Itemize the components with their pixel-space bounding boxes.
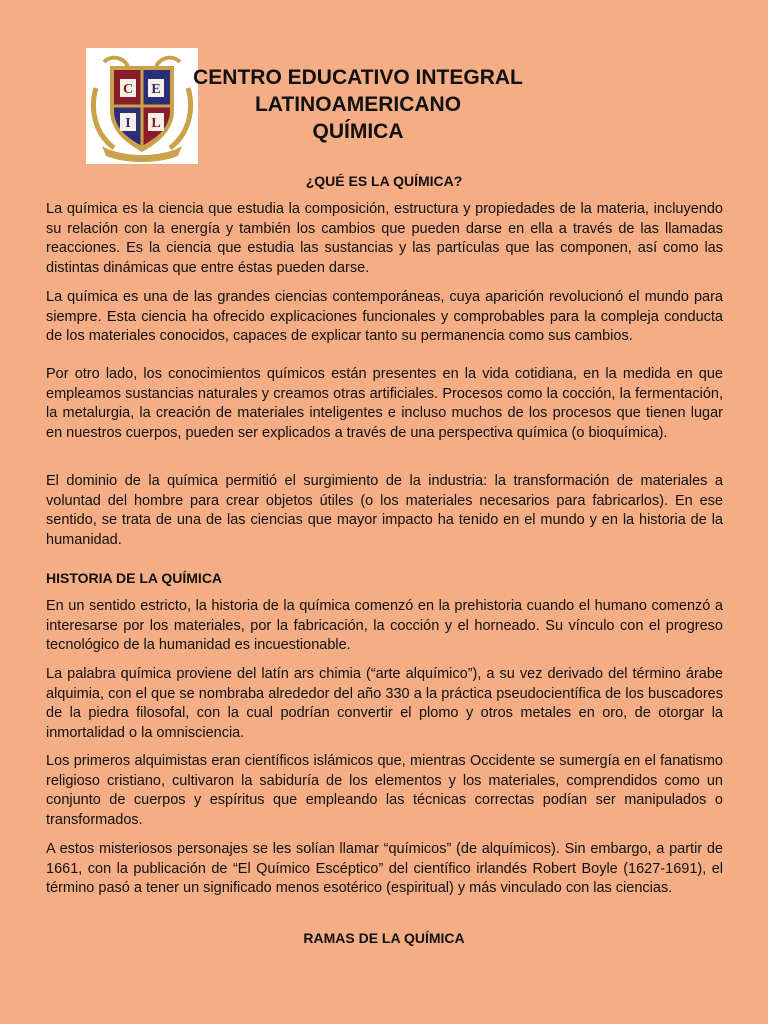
paragraph: La química es una de las grandes ciencias contemporáneas, cuya aparición revolucionó el mundo para siempre. Esta ciencia ha ofrecido explicaciones funcionales y comprobables para la compleja conducta de los materiales conocidos, capaces de explicar tanto su permanencia como sus cambios.: [46, 289, 723, 345]
page-header: [150, 64, 566, 145]
heading-ramas: RAMAS DE LA QUÍMICA: [303, 930, 465, 946]
paragraph: A estos misteriosos personajes se les solían llamar “químicos” (de alquímicos). Sin embargo, a partir de 1661, con la publicación de “El Químico Escéptico” del científico irlandés Robert Boyle (1627-1691), el término pasó a tener un significado menos esotérico (espiritual) y más vinculado con las ciencias.: [46, 841, 723, 897]
subject-title: QUÍMICA: [312, 120, 404, 143]
paragraph: La palabra química proviene del latín ars chimia (“arte alquímico”), a su vez derivado del término árabe alquimia, con el que se nombraba alrededor del año 330 a la práctica pseudocientífica de los buscadores de la piedra filosofal, con la cual podrían convertir el plomo y otros metales en oro, de otorgar la inmortalidad o la omnisciencia.: [46, 666, 723, 741]
logo-letter-e: E: [151, 82, 161, 97]
paragraph: En un sentido estricto, la historia de la química comenzó en la prehistoria cuando el humano comenzó a interesarse por los materiales, por la fabricación, la cocción y el horneado. Su vínculo con el progreso tecnológico de la humanidad es incuestionable.: [46, 598, 723, 654]
paragraph: Por otro lado, los conocimientos químicos están presentes en la vida cotidiana, en la medida en que empleamos sustancias naturales y creamos otras artificiales. Procesos como la cocción, la fermentación, la metalurgia, la creación de materiales inteligentes e incluso muchos de los procesos que tienen lugar en nuestros cuerpos, pueden ser explicados a través de una perspectiva química (o bioquímica).: [46, 366, 723, 441]
paragraph: El dominio de la química permitió el surgimiento de la industria: la transformación de materiales a voluntad del hombre para crear objetos útiles (o los materiales necesarios para fabricarlos). En ese sentido, se trata de una de las ciencias que mayor impacto ha tenido en el mundo y en la historia de la humanidad.: [46, 473, 723, 548]
logo-letter-c: C: [122, 82, 134, 97]
logo-letter-l: L: [151, 116, 161, 131]
school-name-line2: LATINOAMERICANO: [254, 93, 462, 116]
paragraph: La química es la ciencia que estudia la composición, estructura y propiedades de la materia, incluyendo su relación con la energía y también los cambios que pueden darse en ella a través de las llamadas reacciones. Es la ciencia que estudia las sustancias y las partículas que las componen, así como las distintas dinámicas que entre éstas pueden darse.: [46, 201, 723, 276]
paragraph: Los primeros alquimistas eran científicos islámicos que, mientras Occidente se sumergía en el fanatismo religioso cristiano, cultivaron la sabiduría de los elementos y los materiales, comprendidos como un conjunto de cuerpos y espíritus que empleando las técnicas correctas podían ser manipulados o transformados.: [46, 753, 723, 828]
heading-historia: HISTORIA DE LA QUÍMICA: [46, 570, 223, 586]
heading-que-es: ¿QUÉ ES LA QUÍMICA?: [305, 173, 463, 189]
logo-letter-i: I: [125, 116, 131, 131]
school-name-line1: CENTRO EDUCATIVO INTEGRAL: [193, 66, 523, 89]
